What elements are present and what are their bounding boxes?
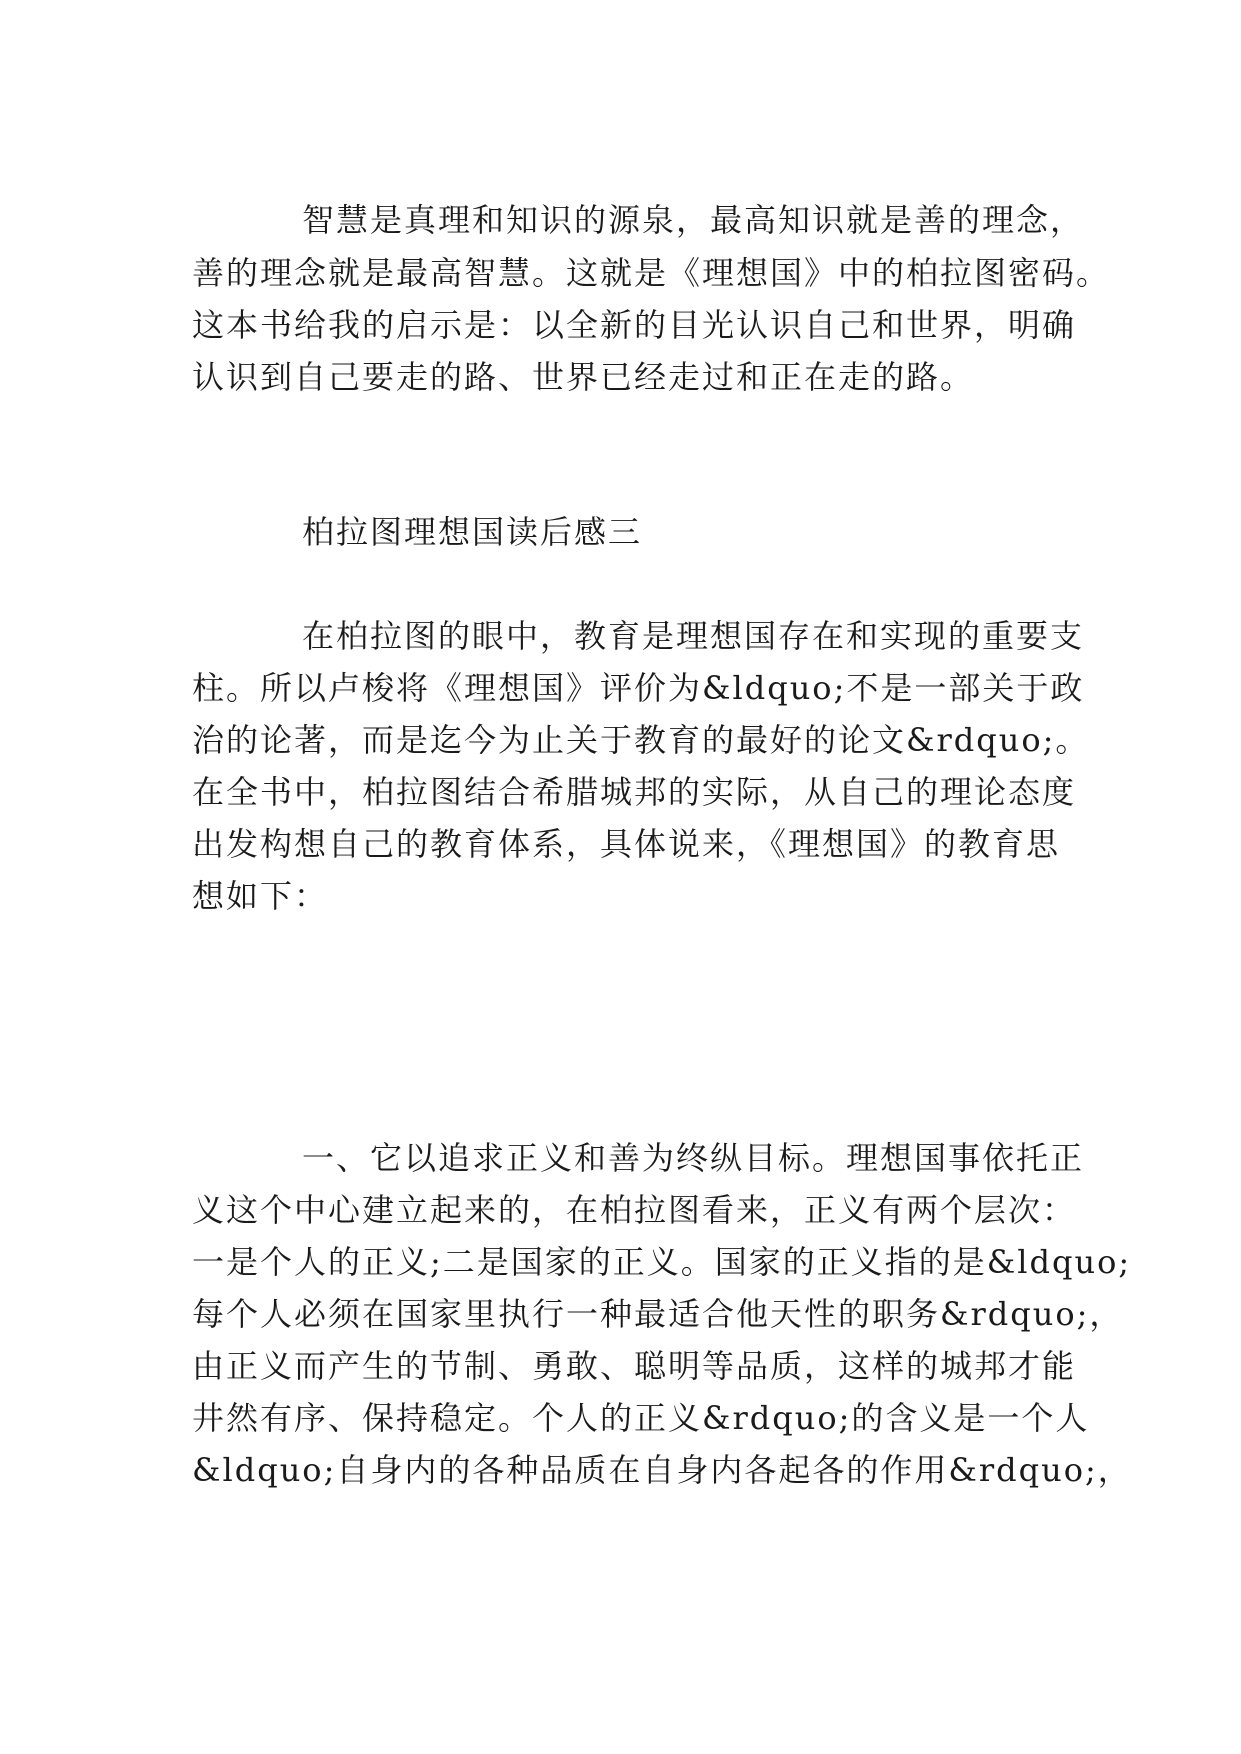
text-line: 想如下： (192, 877, 329, 915)
text-line: 认识到自己要走的路、世界已经走过和正在走的路。 (192, 358, 975, 396)
text-line: 井然有序、保持稳定。个人的正义&rdquo;的含义是一个人 (192, 1399, 1090, 1437)
text-line: 义这个中心建立起来的，在柏拉图看来，正义有两个层次： (192, 1191, 1077, 1229)
text-line: 在柏拉图的眼中，教育是理想国存在和实现的重要支 (302, 617, 1085, 655)
text-line: 每个人必须在国家里执行一种最适合他天性的职务&rdquo;， (192, 1295, 1124, 1333)
text-line: 柱。所以卢梭将《理想国》评价为&ldquo;不是一部关于政 (192, 669, 1085, 707)
text-line: &ldquo;自身内的各种品质在自身内各起各的作用&rdquo;， (192, 1451, 1132, 1489)
text-line: 这本书给我的启示是：以全新的目光认识自己和世界，明确 (192, 306, 1077, 344)
text-line: 由正义而产生的节制、勇敢、聪明等品质，这样的城邦才能 (192, 1347, 1077, 1385)
text-line: 在全书中，柏拉图结合希腊城邦的实际，从自己的理论态度 (192, 773, 1077, 811)
text-line: 治的论著，而是迄今为止关于教育的最好的论文&rdquo;。 (192, 721, 1090, 759)
text-line: 智慧是真理和知识的源泉，最高知识就是善的理念， (302, 201, 1085, 239)
section-heading: 柏拉图理想国读后感三 (302, 513, 643, 551)
text-line: 一、它以追求正义和善为终纵目标。理想国事依托正 (302, 1139, 1085, 1177)
text-line: 善的理念就是最高智慧。这就是《理想国》中的柏拉图密码。 (192, 254, 1111, 292)
text-line: 出发构想自己的教育体系，具体说来，《理想国》的教育思 (192, 825, 1061, 863)
text-line: 一是个人的正义;二是国家的正义。国家的正义指的是&ldquo; (192, 1243, 1132, 1281)
